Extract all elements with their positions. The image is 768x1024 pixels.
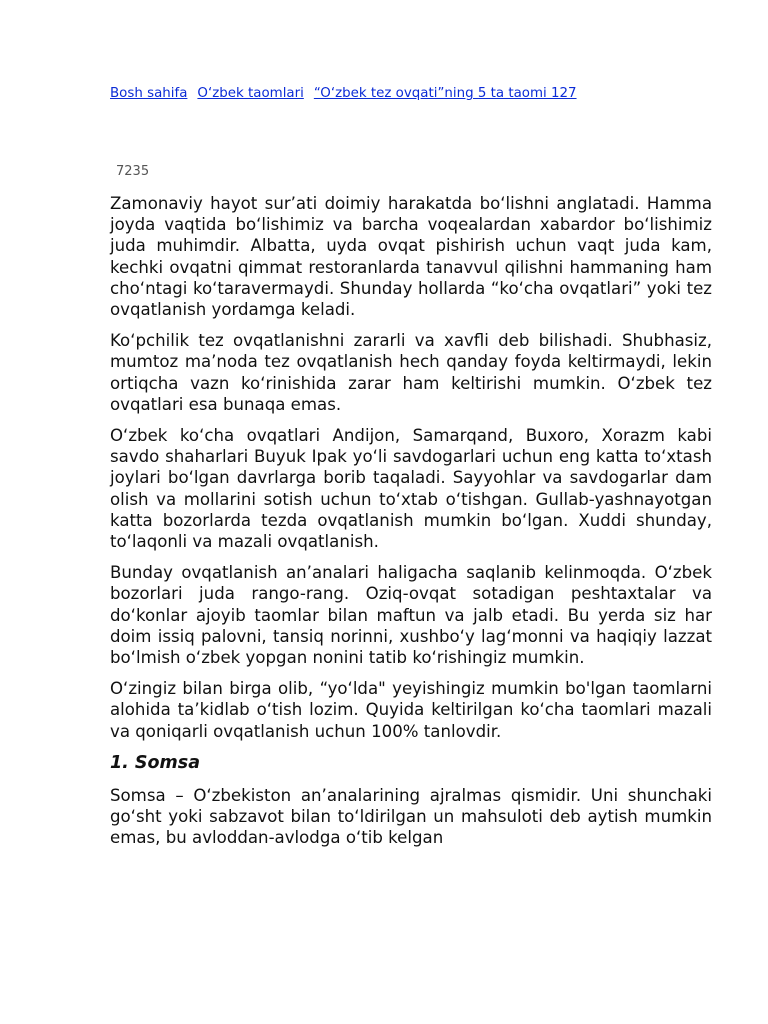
article-paragraph: O‘zingiz bilan birga olib, “yo‘lda" yeyishingiz mumkin bo'lgan taomlarni alohida ta’kidlab o‘tish lozim. Quyida keltirilgan ko‘cha taomlari mazali va qoniqarli ovqatlanish uchun 100% tanlovdir. (110, 679, 712, 741)
article-body (110, 193, 712, 858)
breadcrumb-home-link[interactable]: Bosh sahifa (110, 86, 188, 101)
section-heading: 1. Somsa (110, 752, 201, 773)
article-paragraph: Zamonaviy hayot sur’ati doimiy harakatda bo‘lishni anglatadi. Hamma joyda vaqtida bo‘lishimiz va barcha voqealardan xabardor bo‘lishimiz juda muhimdir. Albatta, uyda ovqat pishirish uchun vaqt juda kam, kechki ovqatni qimmat restoranlarda tanavvul qilishni hammaning ham cho‘ntagi ko‘taravermaydi. Shunday hollarda “ko‘cha ovqatlari” yoki tez ovqatlanish yordamga keladi. (110, 194, 712, 320)
breadcrumb-category-link[interactable]: O‘zbek taomlari (197, 86, 304, 101)
article-paragraph: O‘zbek ko‘cha ovqatlari Andijon, Samarqand, Buxoro, Xorazm kabi savdo shaharlari Buyuk Ipak yo‘li savdogarlari uchun eng katta to‘xtash joylari bo‘lgan davrlarga borib taqaladi. Sayyohlar va savdogarlar dam olish va mollarini sotish uchun to‘xtab o‘tishgan. Gullab-yashnayotgan katta bozorlarda tezda ovqatlanish mumkin bo‘lgan. Xuddi shunday, to‘laqonli va mazali ovqatlanish. (110, 426, 712, 552)
breadcrumb-current-link[interactable]: “O‘zbek tez ovqati”ning 5 ta taomi 127 (313, 86, 577, 101)
section-paragraph: Somsa – O‘zbekiston an’analarining ajralmas qismidir. Uni shunchaki go‘sht yoki sabzavot bilan to‘ldirilgan un mahsuloti deb aytish mumkin emas, bu avloddan-avlodga o‘tib kelgan (110, 785, 712, 848)
views-count: 7235 (116, 164, 150, 179)
article-paragraph: Bunday ovqatlanish an’analari haligacha saqlanib kelinmoqda. O‘zbek bozorlari juda rango-rang. Oziq-ovqat sotadigan peshtaxtalar va do‘konlar ajoyib taomlar bilan maftun va jalb etadi. Bu yerda siz har doim issiq palovni, tansiq norinni, xushbo‘y lag‘monni va haqiqiy lazzat bo‘lmish o‘zbek yopgan nonini tatib ko‘rishingiz mumkin. (110, 563, 712, 668)
article-paragraph: Ko‘pchilik tez ovqatlanishni zararli va xavfli deb bilishadi. Shubhasiz, mumtoz ma’noda tez ovqatlanish hech qanday foyda keltirmaydi, lekin ortiqcha vazn ko‘rinishida zarar ham keltirishi mumkin. O‘zbek tez ovqatlari esa bunaqa emas. (110, 331, 712, 414)
breadcrumb (110, 85, 577, 103)
